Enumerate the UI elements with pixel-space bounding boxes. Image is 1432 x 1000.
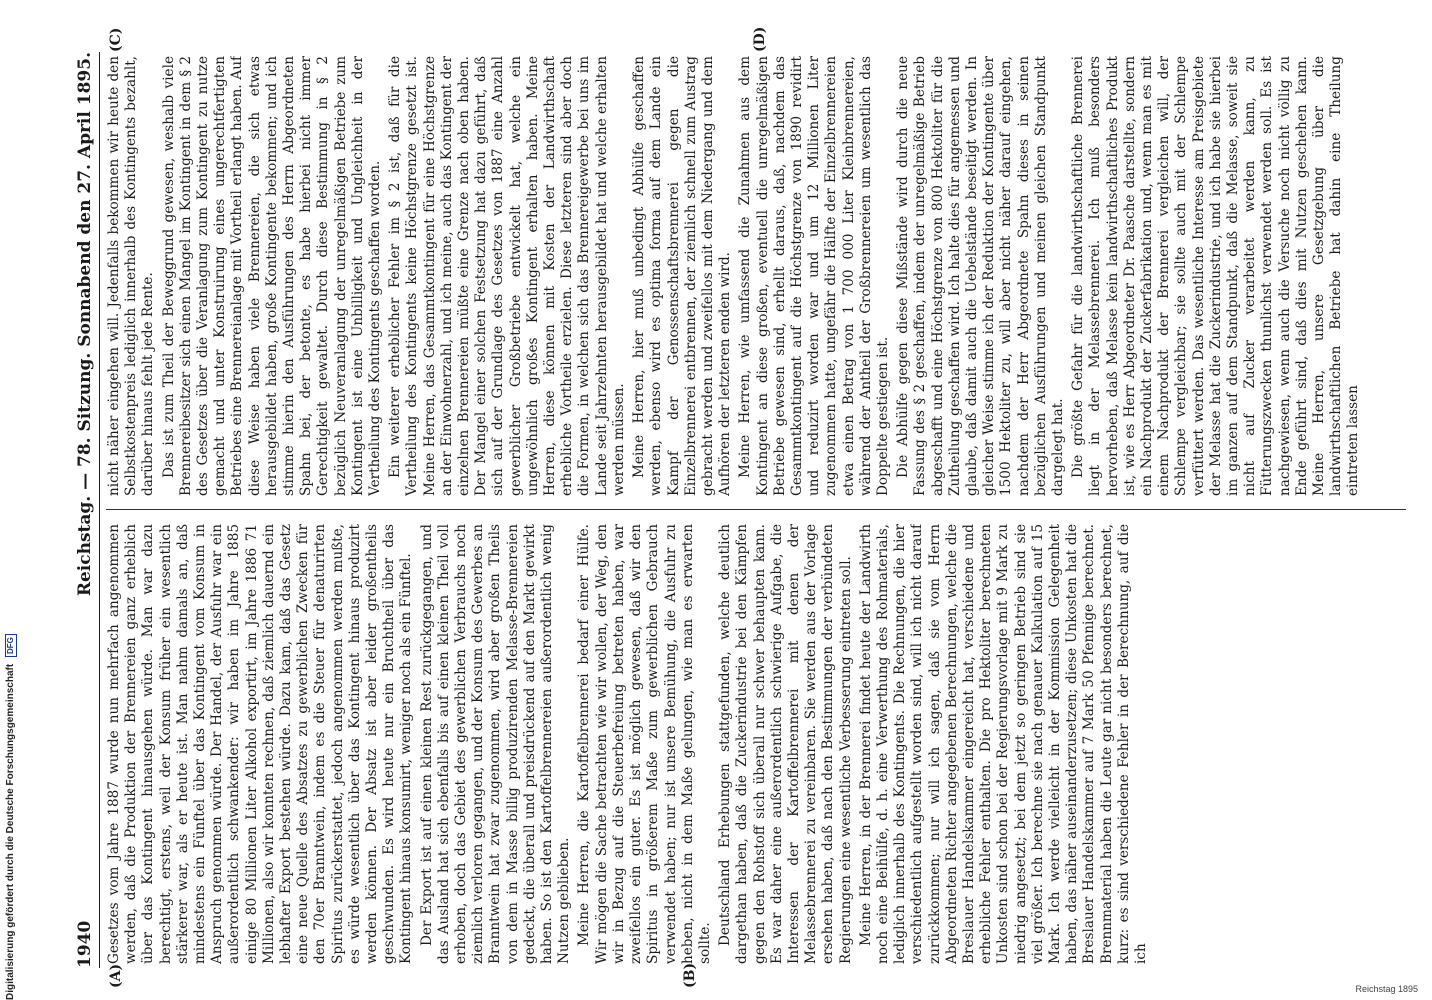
margin-marker-c: (C) <box>108 27 124 52</box>
right-text-column <box>106 56 1406 496</box>
page-header <box>70 52 100 968</box>
digitization-watermark <box>0 0 22 1000</box>
paragraph: Meine Herren, hier muß unbedingt Abhülfe geschaffen werden, ebenso wird es optima forma auf dem Lande ein Kampf der Genossenschaftsbrennerei gegen die Einzelbrennerei entbrennen, der ziemlich schnell zum Austrag gebracht werden und zweifellos mit dem Niedergang und dem Aufhören der letzteren enden wird. <box>631 56 734 496</box>
paragraph: Meine Herren, die Kartoffelbrennerei bedarf einer Hülfe. Wir mögen die Sache betrachten wie wir wollen, der Weg, den wir in Bezug auf die Steuerbefreiung betreten haben, war zweifellos ein guter. Es ist möglich gewesen, daß wir den Spiritus in größerem Maße zum gewerblichen Gebrauch verwendet haben; nur ist unsere Bemühung, die Ausfuhr zu heben, nicht in dem Maße gelungen, wie man es erwarten sollte. <box>576 524 713 964</box>
paragraph: Ein weiterer erheblicher Fehler im § 2 ist, daß für die Vertheilung des Kontingents keine Höchstgrenze gesetzt ist. Meine Herren, das Gesammtkontingent für eine Höchstgrenze an der Einwohnerzahl, und ich meine, auch das Kontingent der einzelnen Brennereien müßte eine Grenze nach oben haben. Der Mangel einer solchen Festsetzung hat dazu geführt, daß sich auf der Grundlage des Gesetzes von 1887 eine Anzahl gewerblicher Großbetriebe entwickelt hat, welche ein ungewöhnlich großes Kontingent erhalten haben. Meine Herren, diese können mit Kosten der Landwirthschaft erhebliche Vortheile erzielen. Diese letzteren sind aber doch die Formen, in welchen sich das Brennereigewerbe bei uns im Lande seit Jahrzehnten herausgebildet hat und welche erhalten werden müssen. <box>387 56 627 496</box>
margin-marker-b: (B) <box>682 962 698 988</box>
paragraph: Das ist zum Theil der Beweggrund gewesen, weshalb viele Brennereibesitzer sich einen Mangel im Kontingent in dem § 2 des Gesetzes über die Veranlagung zum Kontingent zu nutze gemacht und unter Konstruirung eines ungerechtfertigten Betriebes eine Brennereianlage mit Vortheil erlangt haben. Auf diese Weise haben viele Brennereien, die sich etwas herausgebildet haben, große Kontingente bekommen; und ich stimme hierin den Ausführungen des Herrn Abgeordneten Spahn bei, der betonte, es habe hierbei nicht immer Gerechtigkeit gewaltet. Durch diese Bestimmung in § 2 bezüglich Neuveranlagung der unregelmäßigen Betriebe zum Kontingent ist eine Unbilligkeit und Ungleichheit in der Vertheilung des Kontingents geschaffen worden. <box>160 56 384 496</box>
paragraph: Die Abhülfe gegen diese Mißstände wird durch die neue Fassung des § 2 geschaffen, indem der unregelmäßige Betrieb abgeschafft und eine Höchstgrenze von 800 Hektoliter für die Zutheilung geschaffen wird. Ich halte dies für angemessen und glaube, daß damit auch die Uebelstände beseitigt werden. In gleicher Weise stimme ich der Reduktion der Kontingente über 1500 Hektoliter zu, will aber nicht näher darauf eingehen, nachdem der Herr Abgeordnete Spahn dieses in seinen bezüglichen Ausführungen und meinen gleichen Standpunkt dargelegt hat. <box>895 56 1066 496</box>
paragraph: Gesetzes vom Jahre 1887 wurde nun mehrfach angenommen werden, daß die Produktion der Brennereien ganz erheblich über das Kontingent hinausgehen würde. Man war dazu berechtigt, erstens, weil der Konsum früher ein wesentlich stärkerer war, als er heute ist. Man nahm damals an, daß mindestens ein Fünftel über das Kontingent vom Konsum in Anspruch genommen würde. Der Handel, der Ausfuhr war ein außerordentlich schwankender: wir haben im Jahre 1885 einige 80 Millionen Liter Alkohol exportirt, im Jahre 1886 71 Millionen, also wir konnten rechnen, daß ziemlich dauernd ein lebhafter Export bestehen würde. Dazu kam, daß das Gesetz eine neue Quelle des Absatzes zu gewerblichen Zwecken für den 70er Branntwein, indem es die Steuer für denaturirten Spiritus zurückerstattet, jedoch angenommen werden mußte, es würde wesentlich über das Kontingent hinaus produzirt werden können. Der Absatz ist aber leider großentheils geschwunden. Es wird heute nur ein Bruchtheil über das Kontingent hinaus konsumirt, weniger noch als ein Fünftel. <box>106 524 415 964</box>
margin-marker-d: (D) <box>752 26 768 52</box>
paragraph: Meine Herren, in der Brennerei findet heute der Landwirth noch eine Beihülfe, d. h. eine Verwerthung des Rohmaterials, lediglich innerhalb des Kontingents. Die Rechnungen, die hier verschiedentlich aufgestellt worden sind, will ich nicht darauf zurückkommen; nur will ich sagen, daß sie vom Herrn Abgeordneten Richter angegebenen Berechnungen, welche die Breslauer Handelskammer eingereicht hat, verschiedene und erhebliche Fehler enthalten. Die pro Hektoliter berechneten Unkosten sind schon bei der Regierungsvorlage mit 9 Mark zu niedrig angesetzt; bei dem jetzt so geringen Betrieb sind sie viel größer. Ich berechne sie nach genauer Kalkulation auf 15 Mark. Ich werde vielleicht in der Kommission Gelegenheit haben, das näher auseinanderzusetzen; diese Unkosten hat die Breslauer Handelskammer auf 7 Mark 50 Pfennige berechnet. Brennmaterial haben die Leute gar nicht besonders berechnet, kurz: es sind verschiedene Fehler in der Berechnung, auf die ich <box>857 524 1149 964</box>
margin-marker-a: (A) <box>108 963 124 988</box>
dfg-logo-icon: DFG <box>5 634 17 657</box>
paragraph: Die größte Gefahr für die landwirthschaftliche Brennerei liegt in der Melassebrennerei. Ich muß besonders hervorheben, daß Melasse kein landwirthschaftliches Produkt ist, wie es Herr Abgeordneter Dr. Paasche darstellte, sondern ein Nachprodukt der Zuckerfabrikation und, wenn man es mit einem Nachprodukt der Brennerei vergleichen will, der Schlempe vergleichbar; sie sollte auch mit der Schlempe verfüttert werden. Das wesentliche Interesse am Preisgebiete der Melasse hat die Zuckerindustrie, und ich habe sie hierbei im ganzen auf dem Standpunkt, daß die Melasse, soweit sie nicht auf Zucker verarbeitet werden kann, zu Fütterungszwecken thunlichst verwendet werden soll. Es ist nachgewiesen, wenn auch die Versuche noch nicht völlig zu Ende geführt sind, daß dies mit Nutzen geschehen kann. Meine Herren, unsere Gesetzgebung über die landwirthschaftlichen Betriebe hat dahin eine Theilung eintreten lassen <box>1070 56 1362 496</box>
paragraph: Deutschland Erhebungen stattgefunden, welche deutlich dargethan haben, daß die Zuckerindustrie bei den Kämpfen gegen den Rohstoff sich überall nur schwer behaupten kann. Es war daher eine außerordentlich schwierige Aufgabe, die Interessen der Kartoffelbrennerei mit denen der Melassebrennerei zu vereinbaren. Sie werden aus der Vorlage ersehen haben, daß nach den Bestimmungen der verbündeten Regierungen eine wesentliche Verbesserung eintreten soll. <box>717 524 854 964</box>
footer-tag: Reichstag 1895 <box>1355 984 1418 994</box>
watermark-text <box>4 600 18 1000</box>
rotated-page <box>62 26 1422 990</box>
page-number: 1940 <box>75 920 95 968</box>
paragraph: Meine Herren, wie umfassend die Zunahmen aus dem Kontingent an diese großen, eventuell die unregelmäßigen Betriebe gewesen sind, erhellt daraus, daß, nachdem das Gesammtkontingent auf die Höchstgrenze von 1890 revidirt und reduzirt worden war und um 12 Millionen Liter zugenommen hatte, ungefähr die Hälfte der Einzelbrennereien etwa einen Betrag von 1 700 000 Liter Kleinbrennereien, während der Antheil der Großbrennereien um wesentlich das Doppelte gestiegen ist. <box>737 56 891 496</box>
paragraph: Der Export ist auf einen kleinen Rest zurückgegangen, und das Ausland hat sich ebenfalls bis auf einen kleinen Theil voll erhoben, doch das Gebiet des gewerblichen Verbrauchs noch ziemlich verloren gegangen, und der Konsum des Gewerbes an Branntwein hat zwar zugenommen, wird aber großen Theils von dem in Masse billig produzirenden Melasse-Brennereien gedeckt, die überall und preisdrückend auf den Markt gewirkt haben. So ist den Kartoffelbrennereien außerordentlich wenig Nutzen geblieben. <box>418 524 573 964</box>
page-title: Reichstag. — 78. Sitzung. Sonnabend den 27. April 1895. <box>75 52 95 597</box>
watermark-label: Digitalisierung gefördert durch die Deutsche Forschungsgemeinschaft <box>5 663 16 1000</box>
column-divider <box>106 509 1406 510</box>
paragraph: nicht näher eingehen will. Jedenfalls bekommen wir heute den Selbstkostenpreis lediglich innerhalb des Kontingents bezahlt, darüber hinaus fehlt jede Rente. <box>106 56 157 496</box>
left-text-column <box>106 524 1406 964</box>
